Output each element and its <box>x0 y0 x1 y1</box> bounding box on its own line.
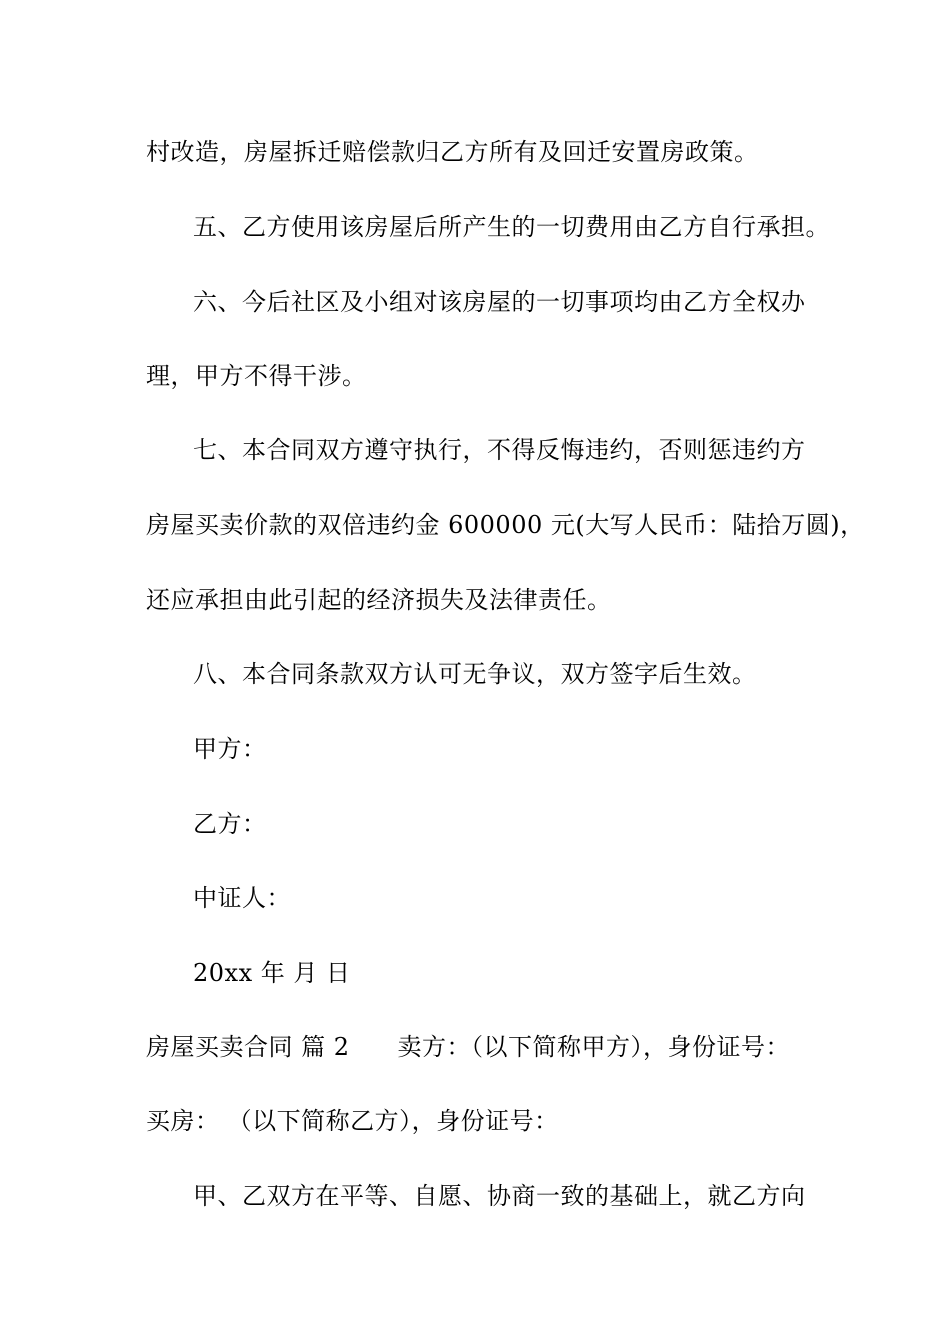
clause-8: 八、本合同条款双方认可无争议，双方签字后生效。 <box>193 660 757 688</box>
section-2-title: 房屋买卖合同 篇 2 <box>146 1033 350 1061</box>
witness-label: 中证人： <box>193 884 291 912</box>
paragraph-line: 村改造，房屋拆迁赔偿款归乙方所有及回迁安置房政策。 <box>146 138 759 166</box>
date-line: 20xx 年 月 日 <box>193 959 351 987</box>
paragraph-line: 甲、乙双方在平等、自愿、协商一致的基础上，就乙方向 <box>193 1182 806 1210</box>
clause-5: 五、乙方使用该房屋后所产生的一切费用由乙方自行承担。 <box>193 213 830 241</box>
paragraph-line: 房屋买卖价款的双倍违约金 600000 元(大写人民币：陆拾万圆)， <box>146 511 865 539</box>
party-a-label: 甲方： <box>193 735 267 763</box>
paragraph-line: 还应承担由此引起的经济损失及法律责任。 <box>146 586 612 614</box>
party-b-label: 乙方： <box>193 810 267 838</box>
section-2-header <box>146 1027 790 1067</box>
paragraph-line: 理，甲方不得干涉。 <box>146 362 367 390</box>
clause-6: 六、今后社区及小组对该房屋的一切事项均由乙方全权办 <box>193 288 806 316</box>
seller-line: 卖方：（以下简称甲方），身份证号： <box>397 1033 791 1061</box>
clause-7: 七、本合同双方遵守执行，不得反悔违约，否则惩违约方 <box>193 436 806 464</box>
buyer-line: 买房： （以下简称乙方），身份证号： <box>146 1107 559 1135</box>
